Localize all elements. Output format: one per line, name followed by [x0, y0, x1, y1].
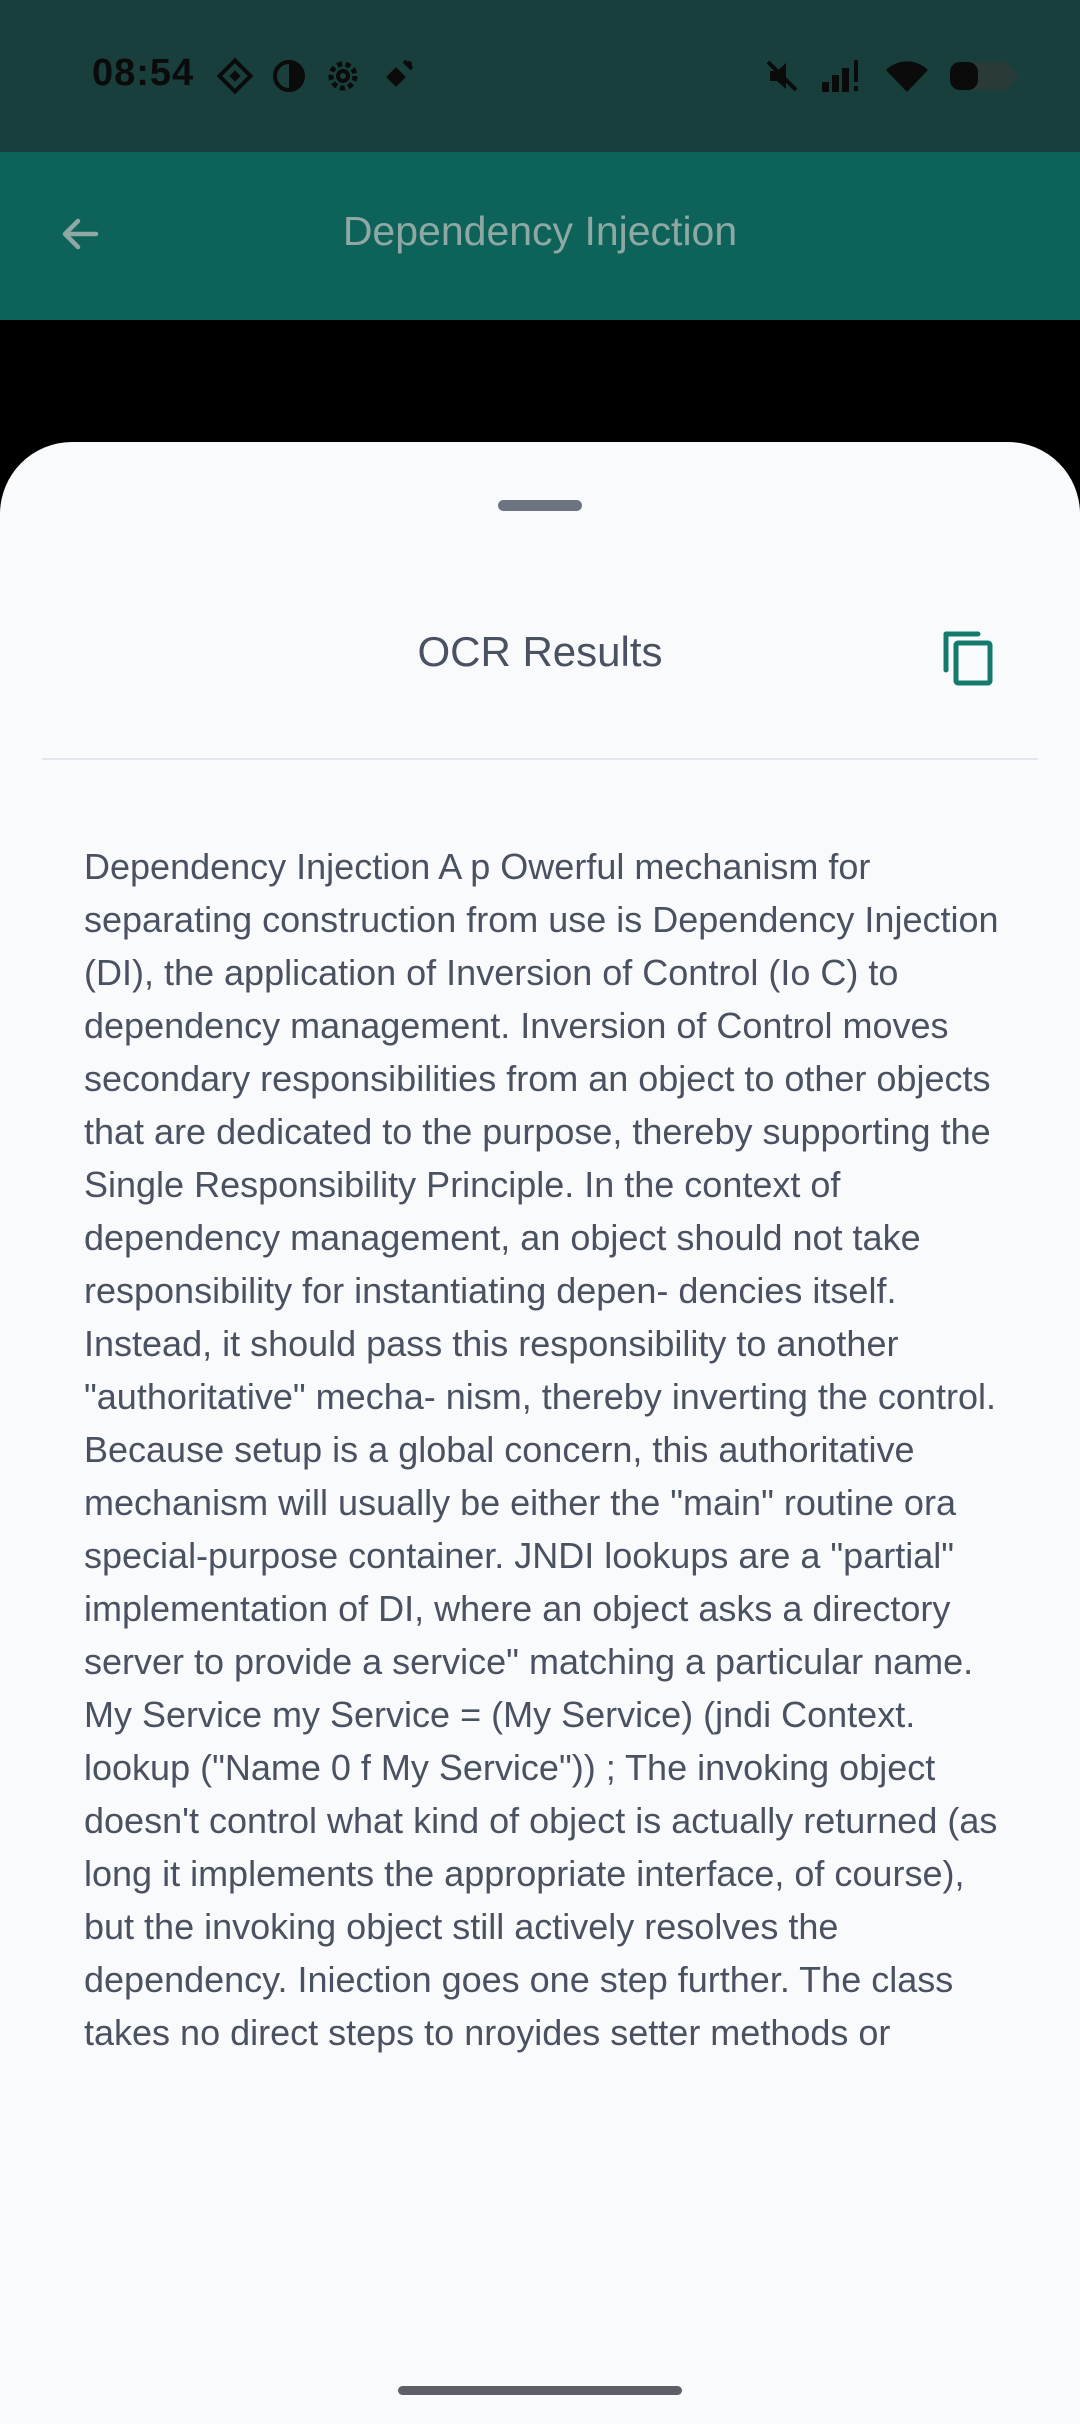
- ocr-text: Dependency Injection A p Owerful mechanism for separating construction from use is Dependency Injection (DI), the application of Inversion of Control (Io C) to dependency management. Inversion of Control moves secondary responsibilities from an object to other objects that are dedicated to the purpose, thereby supporting the Single Responsibility Principle. In the context of dependency management, an object should not take responsibility for instantiating depen- dencies itself. Instead, it should pass this responsibility to another "authoritative" mecha- nism, thereby inverting the control. Because setup is a global concern, this authoritative mechanism will usually be either the "main" routine ora special-purpose container. JNDI lookups are a "partial" implementation of DI, where an object asks a directory server to provide a service" matching a particular name. My Service my Service = (My Service) (jndi Context. lookup ("Name 0 f My Service")) ; The invoking object doesn't control what kind of object is actually returned (as long it implements the appropriate interface, of course), but the invoking object still actively resolves the dependency. Iniection goes one step further. The class takes no direct steps to nroyides setter methods or: [84, 846, 999, 2053]
- satellite-icon: [377, 56, 417, 96]
- copy-icon: [938, 626, 1002, 690]
- status-right-icons: [762, 56, 1018, 96]
- mute-icon: [762, 56, 802, 96]
- app-bar: [0, 152, 1080, 320]
- status-bar: [0, 0, 1080, 152]
- scrim[interactable]: [0, 320, 1080, 460]
- sheet-title: OCR Results: [417, 628, 663, 675]
- page-title: Dependency Injection: [342, 208, 738, 254]
- half-moon-icon: [269, 56, 309, 96]
- divider: [42, 758, 1038, 760]
- signal-icon: [820, 56, 866, 96]
- battery-icon: [948, 56, 1018, 96]
- wifi-icon: [884, 56, 930, 96]
- status-time: 08:54: [92, 52, 195, 94]
- status-left-icons: [215, 56, 417, 96]
- copy-button[interactable]: [930, 618, 1010, 698]
- diamond-icon: [215, 56, 255, 96]
- ocr-results-sheet: [0, 442, 1080, 2424]
- drag-handle[interactable]: [498, 500, 582, 511]
- settings-icon: [323, 56, 363, 96]
- home-indicator[interactable]: [398, 2386, 682, 2395]
